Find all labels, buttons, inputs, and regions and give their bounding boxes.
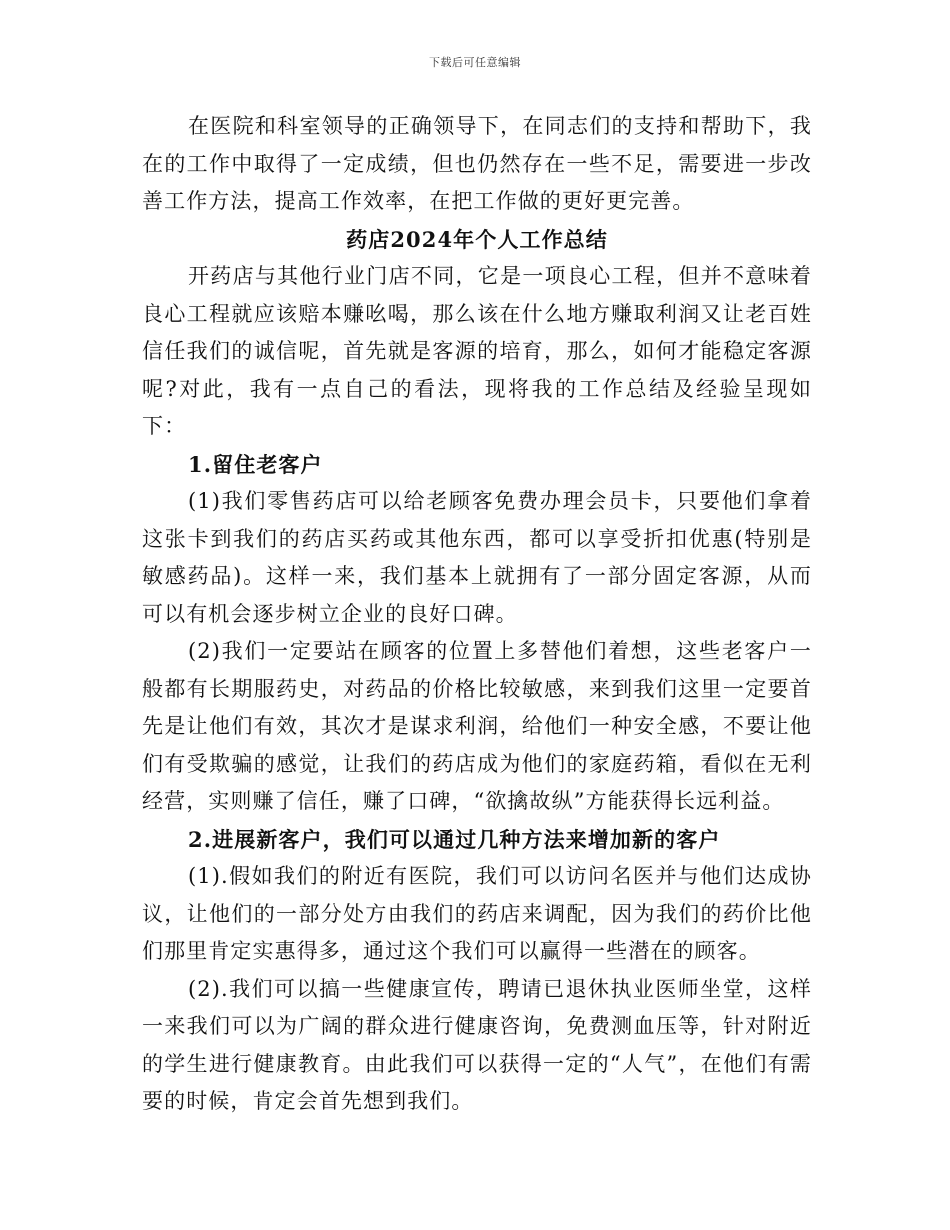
paragraph-customer-care: (2)我们一定要站在顾客的位置上多替他们着想，这些老客户一般都有长期服药史，对药品的价格比较敏感，来到我们这里一定要首先是让他们有效，其次才是谋求利润，给他们一种安全感，不要让他们有受欺骗的感觉，让我们的药店成为他们的家庭药箱，看似在无利经营，实则赚了信任，赚了口碑，“欲擒故纵”方能获得长远利益。	[142, 639, 812, 813]
paragraph-health-promotion: (2).我们可以搞一些健康宣传，聘请已退休执业医师坐堂，这样一来我们可以为广阔的群众进行健康咨询，免费测血压等，针对附近的学生进行健康教育。由此我们可以获得一定的“人气”，在他们有需要的时候，肯定会首先想到我们。	[142, 976, 812, 1113]
section-heading-new-customers: 2.进展新客户，我们可以通过几种方法来增加新的客户	[188, 826, 721, 852]
paragraph-opening: 开药店与其他行业门店不同，它是一项良心工程，但并不意味着良心工程就应该赔本赚吆喝，那么该在什么地方赚取利润又让老百姓信任我们的诚信呢，首先就是客源的培育，那么，如何才能稳定客源呢?对此，我有一点自己的看法，现将我的工作总结及经验呈现如下：	[142, 264, 812, 438]
document-title: 药店2024年个人工作总结	[346, 226, 608, 252]
paragraph-hospital-cooperation: (1).假如我们的附近有医院，我们可以访问名医并与他们达成协议，让他们的一部分处方由我们的药店来调配，因为我们的药价比他们那里肯定实惠得多，通过这个我们可以赢得一些潜在的顾客。	[142, 864, 812, 963]
page-header-note: 下载后可任意编辑	[429, 56, 521, 69]
document-body	[142, 108, 812, 1121]
section-heading-retain-customers: 1.留住老客户	[188, 451, 323, 477]
paragraph-membership-card: (1)我们零售药店可以给老顾客免费办理会员卡，只要他们拿着这张卡到我们的药店买药或其他东西，都可以享受折扣优惠(特别是敏感药品)。这样一来，我们基本上就拥有了一部分固定客源，从而可以有机会逐步树立企业的良好口碑。	[142, 489, 812, 626]
intro-paragraph: 在医院和科室领导的正确领导下，在同志们的支持和帮助下，我在的工作中取得了一定成绩，但也仍然存在一些不足，需要进一步改善工作方法，提高工作效率，在把工作做的更好更完善。	[142, 114, 812, 213]
